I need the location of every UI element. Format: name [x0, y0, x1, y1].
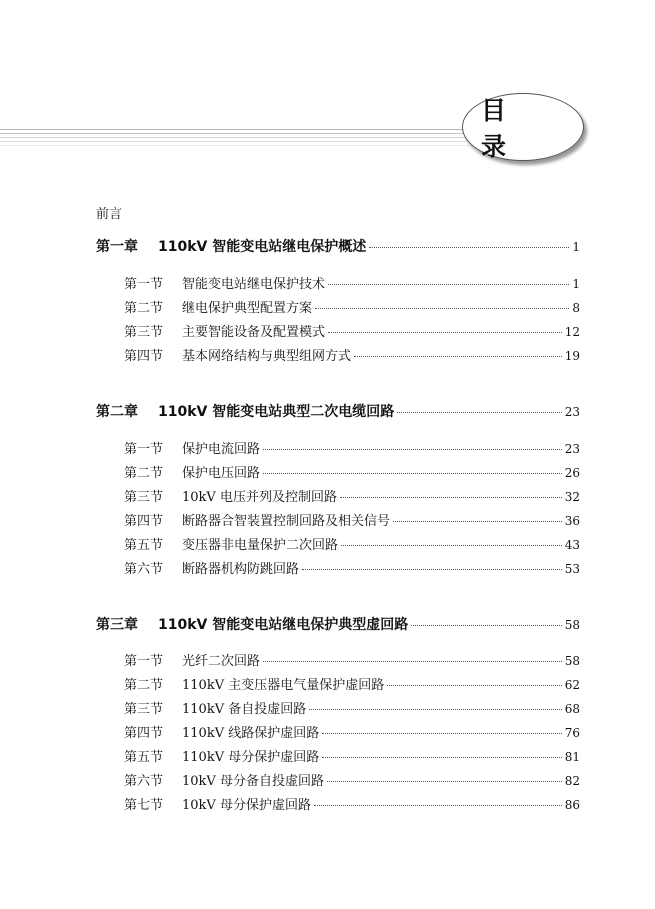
toc-section-2-5[interactable] — [124, 534, 580, 553]
section-number: 第三节 — [124, 490, 164, 505]
section-number: 第三节 — [124, 702, 164, 717]
section-title: 保护电流回路 — [182, 442, 261, 457]
page-number: 23 — [564, 442, 580, 456]
leader-dots — [393, 521, 562, 522]
leader-dots — [354, 356, 562, 357]
leader-dots — [263, 449, 562, 450]
toc-section-2-6[interactable] — [124, 558, 580, 577]
toc-section-3-1[interactable] — [124, 650, 580, 669]
toc-section-3-5[interactable] — [124, 746, 580, 765]
section-title: 光纤二次回路 — [182, 654, 261, 669]
page-number: 23 — [564, 405, 580, 419]
page-number: 68 — [564, 702, 580, 716]
section-number: 第一节 — [124, 654, 164, 669]
section-number: 第五节 — [124, 750, 164, 765]
toc-section-1-1[interactable] — [124, 273, 580, 292]
title-oval — [462, 93, 584, 161]
page-number: 1 — [572, 277, 580, 291]
section-title: 110kV 线路保护虚回路 — [182, 726, 320, 741]
section-number: 第二节 — [124, 678, 164, 693]
toc-chapter-1[interactable] — [96, 236, 580, 256]
section-title: 智能变电站继电保护技术 — [182, 277, 326, 292]
section-title: 断路器合智装置控制回路及相关信号 — [182, 514, 391, 529]
section-title: 10kV 母分备自投虚回路 — [182, 774, 324, 789]
leader-dots — [397, 412, 561, 413]
section-number: 第三节 — [124, 325, 164, 340]
toc-section-3-6[interactable] — [124, 770, 580, 789]
toc-section-2-1[interactable] — [124, 438, 580, 457]
section-number: 第二节 — [124, 466, 164, 481]
page-title: 目 录 — [481, 96, 525, 161]
leader-dots — [309, 709, 562, 710]
leader-dots — [327, 781, 562, 782]
leader-dots — [314, 805, 562, 806]
section-number: 第二节 — [124, 301, 164, 316]
section-title: 基本网络结构与典型组网方式 — [182, 349, 352, 364]
section-title: 断路器机构防跳回路 — [182, 562, 300, 577]
leader-dots — [322, 757, 562, 758]
page-number: 36 — [564, 514, 580, 528]
page-number: 1 — [572, 240, 580, 254]
leader-dots — [328, 332, 562, 333]
toc-section-1-4[interactable] — [124, 345, 580, 364]
section-number: 第四节 — [124, 349, 164, 364]
chapter-title: 110kV 智能变电站继电保护概述 — [158, 239, 367, 255]
page-number: 82 — [564, 774, 580, 788]
toc-preface[interactable]: 前言 — [96, 207, 123, 222]
section-title: 110kV 备自投虚回路 — [182, 702, 307, 717]
toc-section-1-2[interactable] — [124, 297, 580, 316]
toc-section-2-3[interactable] — [124, 486, 580, 505]
leader-dots — [263, 661, 562, 662]
page-number: 58 — [564, 654, 580, 668]
page-number: 12 — [564, 325, 580, 339]
section-title: 继电保护典型配置方案 — [182, 301, 313, 316]
section-number: 第五节 — [124, 538, 164, 553]
section-title: 110kV 母分保护虚回路 — [182, 750, 320, 765]
chapter-number: 第一章 — [96, 239, 138, 255]
chapter-number: 第二章 — [96, 404, 138, 420]
leader-dots — [411, 625, 561, 626]
leader-dots — [263, 473, 562, 474]
section-number: 第六节 — [124, 562, 164, 577]
page-number: 8 — [572, 301, 580, 315]
page-number: 81 — [564, 750, 580, 764]
chapter-number: 第三章 — [96, 617, 138, 633]
toc-section-3-4[interactable] — [124, 722, 580, 741]
chapter-title: 110kV 智能变电站典型二次电缆回路 — [158, 404, 395, 420]
page-number: 26 — [564, 466, 580, 480]
toc-section-3-7[interactable] — [124, 794, 580, 813]
section-title: 10kV 母分保护虚回路 — [182, 798, 311, 813]
leader-dots — [302, 569, 562, 570]
leader-dots — [315, 308, 569, 309]
section-number: 第一节 — [124, 277, 164, 292]
page-number: 76 — [564, 726, 580, 740]
leader-dots — [340, 497, 562, 498]
section-title: 110kV 主变压器电气量保护虚回路 — [182, 678, 385, 693]
toc-section-3-2[interactable] — [124, 674, 580, 693]
section-number: 第七节 — [124, 798, 164, 813]
toc-section-1-3[interactable] — [124, 321, 580, 340]
page-number: 19 — [564, 349, 580, 363]
toc-chapter-3[interactable] — [96, 614, 580, 634]
toc-section-3-3[interactable] — [124, 698, 580, 717]
leader-dots — [387, 685, 562, 686]
page-number: 53 — [564, 562, 580, 576]
page-number: 62 — [564, 678, 580, 692]
leader-dots — [341, 545, 562, 546]
section-title: 变压器非电量保护二次回路 — [182, 538, 339, 553]
toc-chapter-2[interactable] — [96, 401, 580, 421]
toc-section-2-2[interactable] — [124, 462, 580, 481]
page-number: 43 — [564, 538, 580, 552]
chapter-title: 110kV 智能变电站继电保护典型虚回路 — [158, 617, 409, 633]
toc-section-2-4[interactable] — [124, 510, 580, 529]
section-number: 第四节 — [124, 514, 164, 529]
leader-dots — [322, 733, 562, 734]
section-number: 第六节 — [124, 774, 164, 789]
section-number: 第一节 — [124, 442, 164, 457]
section-title: 主要智能设备及配置模式 — [182, 325, 326, 340]
leader-dots — [369, 247, 569, 248]
page-number: 86 — [564, 798, 580, 812]
leader-dots — [328, 284, 569, 285]
header-rule-lines — [0, 129, 500, 147]
page-number: 58 — [564, 618, 580, 632]
section-title: 10kV 电压并列及控制回路 — [182, 490, 337, 505]
section-number: 第四节 — [124, 726, 164, 741]
section-title: 保护电压回路 — [182, 466, 261, 481]
page-number: 32 — [564, 490, 580, 504]
